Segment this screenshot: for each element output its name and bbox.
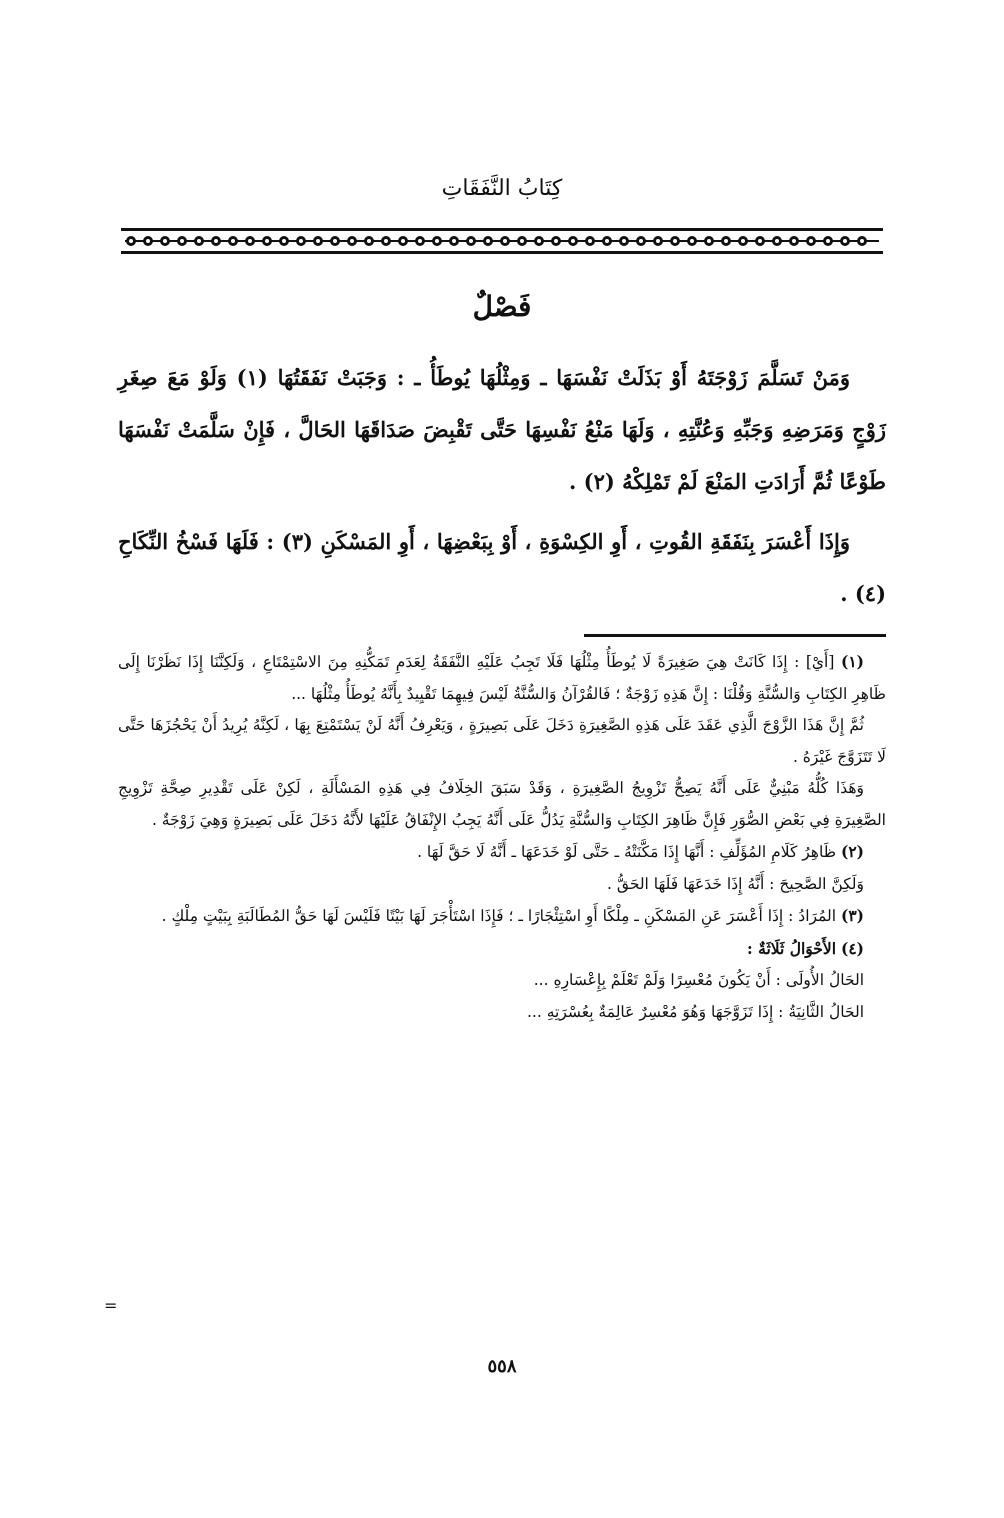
- footnote-paragraph: الحَالُ الأُولَى : أَنْ يَكُونَ مُعْسِرًا وَلَمْ تَعْلَمْ بِإِعْسَارِهِ ...: [533, 971, 864, 989]
- continuation-mark: =: [104, 1296, 118, 1315]
- footnote-number: (٣): [840, 906, 864, 925]
- footnote-text: [أَيْ] : إِذَا كَانَتْ هِيَ صَغِيرَةً لَا يُوطَأُ مِثْلُهَا فَلَا تَجِبُ عَلَيْهِ النَّفَقَةُ لِعَدَمِ تَمَكُّنِهِ مِنَ الاسْتِمْتَاعِ ، وَلَكِنَّنَا إِذَا نَظَرْنَا إِلَى ظَاهِرِ الكِتَابِ وَالسُّنَّةِ وَقُلْنَا : إِنَّ هَذِهِ زَوْجَةٌ ؛ فَالقُرْآنُ وَالسُّنَّةُ لَيْسَ فِيهِمَا تَقْيِيدٌ بِأَنَّهُ يُوطَأُ مِثْلُهَا ...: [118, 653, 886, 703]
- footnote-4: [118, 933, 886, 966]
- footnote-text: المُرَادُ : إِذَا أَعْسَرَ عَنِ المَسْكَنِ ـ مِلْكًا أَوِ اسْتِئْجَارًا ـ ؛ فَإِذَا اسْتَأْجَرَ لَهَا بَيْتًا فَلَيْسَ لَهَا حَقُّ المُطَالَبَةِ بِبَيْتٍ مِلْكٍ .: [161, 907, 837, 925]
- running-title: كِتَابُ النَّفَقَاتِ: [441, 176, 563, 201]
- footnote-2: [118, 836, 886, 869]
- footnote-3: [118, 900, 886, 933]
- ornamental-border: [121, 228, 883, 254]
- page-number: ٥٥٨: [487, 1356, 517, 1377]
- main-paragraph: وَمَنْ تَسَلَّمَ زَوْجَتَهُ أَوْ بَذَلَتْ نَفْسَهَا ـ وَمِثْلُهَا يُوطَأُ ـ : وَجَبَتْ نَفَقَتُهَا (١) وَلَوْ مَعَ صِغَرِ زَوْجٍ وَمَرَضِهِ وَجَبِّهِ وَعُنَّتِهِ ، وَلَهَا مَنْعُ نَفْسِهَا حَتَّى تَقْبِضَ صَدَاقَهَا الحَالَّ ، فَإِنْ سَلَّمَتْ نَفْسَهَا طَوْعًا ثُمَّ أَرَادَتِ المَنْعَ لَمْ تَمْلِكْهُ (٢) .: [118, 365, 886, 494]
- footnote-paragraph: وَهَذَا كُلُّهُ مَبْنِيٌّ عَلَى أَنَّهُ يَصِحُّ تَزْوِيجُ الصَّغِيرَةِ ، وَقَدْ سَبَقَ الخِلَافُ فِي هَذِهِ المَسْأَلَةِ ، لَكِنْ عَلَى تَقْدِيرِ صِحَّةِ تَزْوِيجِ الصَّغِيرَةِ فِي بَعْضِ الصُّوَرِ فَإِنَّ ظَاهِرَ الكِتَابِ وَالسُّنَّةِ يَدُلُّ عَلَى أَنَّهُ يَجِبُ الإِنْفَاقُ عَلَيْهَا لأَنَّهُ دَخَلَ عَلَى بَصِيرَةٍ وَهِيَ زَوْجَةٌ .: [118, 779, 886, 829]
- section-title: فَصْلٌ: [472, 290, 532, 323]
- footnote-number: (٢): [840, 842, 864, 861]
- footnote-number: (٤): [840, 938, 864, 958]
- footnote-text: ظَاهِرُ كَلَامِ المُؤَلِّفِ : أَنَّهَا إِذَا مَكَّنَتْهُ ـ حَتَّى لَوْ خَدَعَهَا ـ أَنَّهُ لَا حَقَّ لَهَا .: [417, 843, 837, 861]
- footnote-paragraph: ثُمَّ إِنَّ هَذَا الزَّوْجَ الَّذِي عَقَدَ عَلَى هَذِهِ الصَّغِيرَةِ دَخَلَ عَلَى بَصِيرَةٍ ، وَيَعْرِفُ أَنَّهُ لَنْ يَسْتَمْتِعَ بِهَا ، لَكِنَّهُ يُرِيدُ أَنْ يَحْجُزَهَا حَتَّى لَا تَتَزَوَّجَ غَيْرَهُ .: [118, 716, 886, 766]
- footnote-paragraph: الحَالُ الثَّانِيَةُ : إِذَا تَزَوَّجَهَا وَهُوَ مُعْسِرٌ عَالِمَةٌ بِعُسْرَتِهِ ...: [527, 1002, 864, 1021]
- footnote-paragraph: وَلَكِنَّ الصَّحِيحَ : أَنَّهُ إِذَا خَدَعَهَا فَلَهَا الحَقُّ .: [607, 874, 864, 893]
- footnotes: [118, 646, 886, 1028]
- footnote-text: الأَحْوَالُ ثَلَاثَةٌ :: [747, 938, 837, 958]
- footnote-number: (١): [840, 652, 864, 671]
- footnote-1: [118, 646, 886, 710]
- footnote-divider: [584, 634, 886, 637]
- main-text: [118, 352, 886, 628]
- main-paragraph: وَإِذَا أَعْسَرَ بِنَفَقَةِ القُوتِ ، أَوِ الكِسْوَةِ ، أَوْ بِبَعْضِهَا ، أَوِ المَسْكَنِ (٣) : فَلَهَا فَسْخُ النِّكَاحِ (٤) .: [118, 529, 886, 606]
